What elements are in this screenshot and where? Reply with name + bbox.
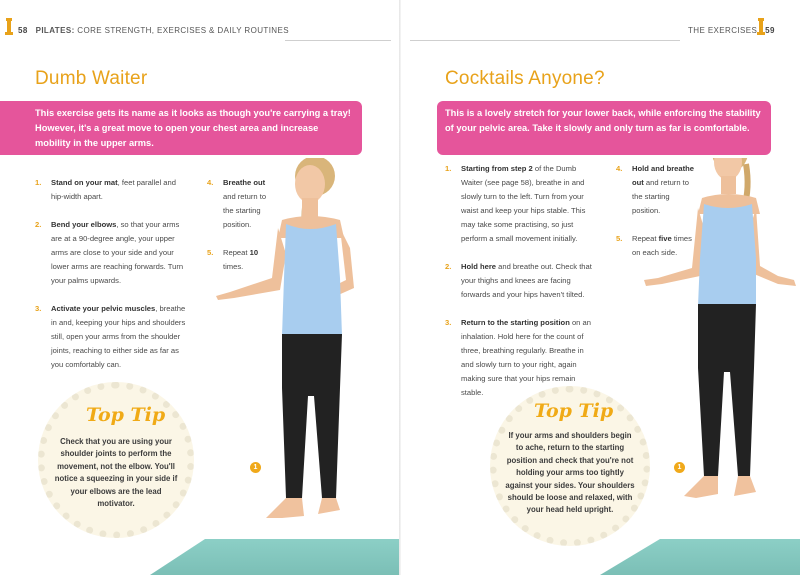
step-3: 3. Activate your pelvic muscles, breathe in and, keeping your hips and shoulders still, open your arms from the shoulder joints, reaching to either side as far as you comfortably can.: [35, 304, 186, 369]
book-title-bold: PILATES:: [35, 26, 75, 35]
step-5: 5. Repeat five times on each side.: [616, 234, 692, 257]
header-rule: [285, 40, 391, 41]
steps-column-2: [207, 176, 273, 288]
steps-column-1: [35, 176, 187, 386]
column-icon: [756, 16, 766, 36]
header-rule: [410, 40, 680, 41]
intro-banner: This exercise gets its name as it looks as though you're carrying a tray! However, it's a great move to open your chest area and increase mobility in the upper arms.: [0, 101, 362, 155]
page-number: 58: [18, 26, 28, 35]
top-tip-text: Check that you are using your shoulder joints to perform the movement, not the elbow. You'll notice a squeezing in your side if your elbows are the lead motivator.: [54, 437, 178, 509]
top-tip-title: Top Tip: [534, 400, 614, 422]
steps-column-1: [445, 162, 593, 414]
step-4: 4. Hold and breathe out and return to the starting position.: [616, 164, 695, 215]
step-5: 5. Repeat 10 times.: [207, 248, 259, 271]
step-2: 2. Bend your elbows, so that your arms are at a 90-degree angle, your upper arms are close to your side and your lower arms are reaching forwards. Turn your palms upwards.: [35, 220, 184, 285]
running-header: [18, 26, 289, 35]
right-page: [400, 0, 800, 575]
page-number: 59: [765, 26, 775, 35]
step-2: 2. Hold here and breathe out. Check that your thighs and knees are facing forwards and your hips haven't tilted.: [445, 262, 592, 299]
top-tip-text: If your arms and shoulders begin to ache, return to the starting position and check that you're not holding your arms too tightly against your sides. Your shoulders should be loose and relaxed, with your head held upright.: [505, 431, 635, 515]
book-title: CORE STRENGTH, EXERCISES & DAILY ROUTINES: [74, 26, 289, 35]
step-4: 4. Breathe out and return to the starting position.: [207, 178, 267, 229]
section-name: THE EXERCISES: [688, 26, 758, 35]
exercise-title: Dumb Waiter: [35, 68, 148, 89]
intro-banner: This is a lovely stretch for your lower back, while enforcing the stability of your pelvic area. Take it slowly and only turn as far is comfortable.: [437, 101, 771, 155]
exercise-title: Cocktails Anyone?: [445, 68, 605, 89]
step-1: 1. Starting from step 2 of the Dumb Waiter (see page 58), breathe in and slowly turn to the left. Turn from your waist and keep your hips stable. This may take some practising, so just perform a small movement initially.: [445, 164, 586, 243]
top-tip-title: Top Tip: [86, 404, 166, 426]
column-icon: [4, 16, 14, 36]
step-1: 1. Stand on your mat, feet parallel and hip-width apart.: [35, 178, 176, 201]
step-badge: 1: [674, 462, 685, 473]
step-badge: 1: [250, 462, 261, 473]
steps-column-2: [616, 162, 698, 274]
step-3: 3. Return to the starting position on an inhalation. Hold here for the count of three, breathing regularly. Breathe in and slowly turn to your right, again making sure that your hips remain stable.: [445, 318, 591, 397]
